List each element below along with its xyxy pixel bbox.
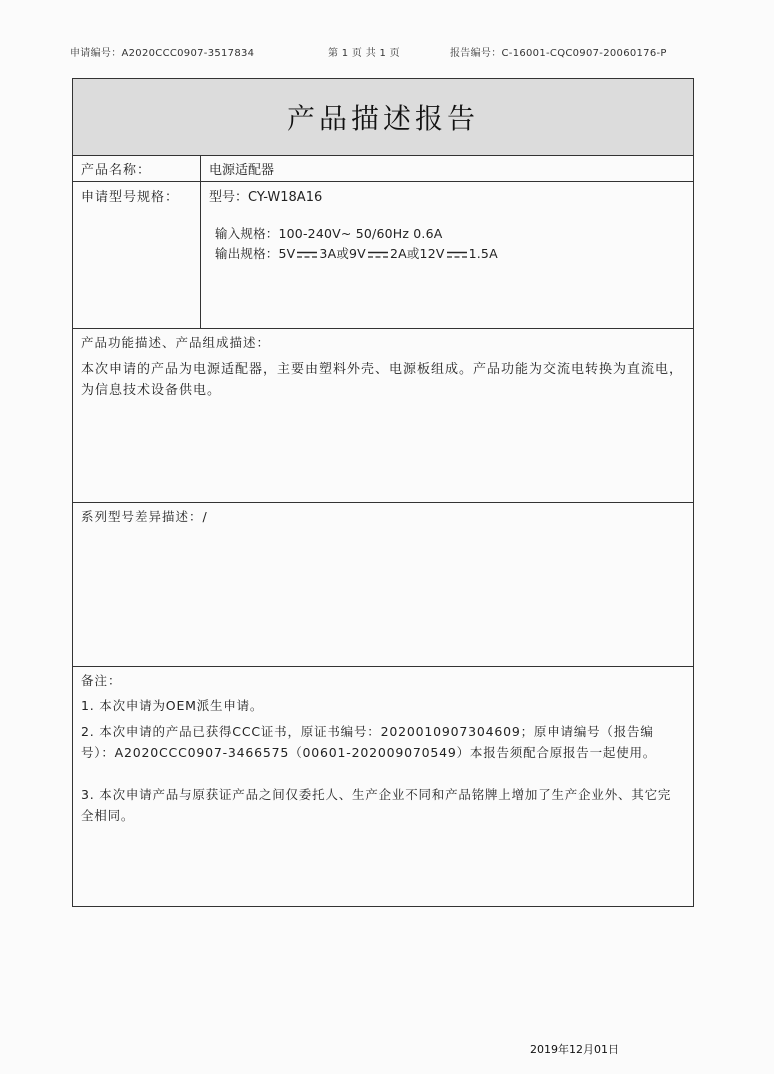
note-item: 2. 本次申请的产品已获得CCC证书，原证书编号：2020010907304609；原申请编号（报告编号）：A2020CCC0907-3466575（00601-202009070549）本报告须配合原报告一起使用。 — [81, 724, 657, 760]
model-spec-row — [73, 182, 693, 329]
dc-symbol-icon — [368, 251, 388, 259]
series-label: 系列型号差异描述：/ — [81, 509, 208, 524]
series-row — [73, 503, 693, 667]
note-item: 3. 本次申请产品与原获证产品之间仅委托人、生产企业不同和产品铭牌上增加了生产企业外、其它完全相同。 — [81, 787, 672, 823]
product-name-label: 产品名称： — [73, 155, 201, 181]
output-part: 1.5A — [468, 246, 498, 261]
function-label: 产品功能描述、产品组成描述： — [81, 335, 271, 350]
dc-symbol-icon — [297, 251, 317, 259]
product-name-row — [73, 155, 693, 182]
function-text: 本次申请的产品为电源适配器，主要由塑料外壳、电源板组成。产品功能为交流电转换为直流电，为信息技术设备供电。 — [81, 362, 684, 398]
title-band — [73, 79, 693, 156]
application-number: 申请编号：A2020CCC0907-3517834 — [70, 48, 255, 59]
output-spec-prefix: 输出规格： — [215, 246, 279, 261]
product-name-value: 电源适配器 — [209, 163, 275, 178]
page-info: 第 1 页 共 1 页 — [328, 48, 400, 59]
report-title: 产品描述报告 — [286, 102, 479, 135]
output-part: 2A或12V — [389, 246, 445, 261]
report-date: 2019年12月01日 — [530, 1043, 619, 1056]
note-item: 1. 本次申请为OEM派生申请。 — [81, 698, 264, 713]
model-value: 型号：CY-W18A16 — [209, 190, 323, 205]
report-number: 报告编号：C-16001-CQC0907-20060176-P — [450, 48, 667, 59]
dc-symbol-icon — [447, 251, 467, 259]
model-spec-label: 申请型号规格： — [73, 182, 201, 328]
report-table — [72, 78, 694, 907]
notes-label: 备注： — [81, 673, 122, 688]
input-spec: 输入规格：100-240V~ 50/60Hz 0.6A — [215, 226, 443, 241]
notes-row — [73, 667, 693, 908]
function-row — [73, 329, 693, 503]
output-part: 3A或9V — [319, 246, 366, 261]
output-spec — [215, 244, 498, 262]
output-part: 5V — [278, 246, 296, 261]
